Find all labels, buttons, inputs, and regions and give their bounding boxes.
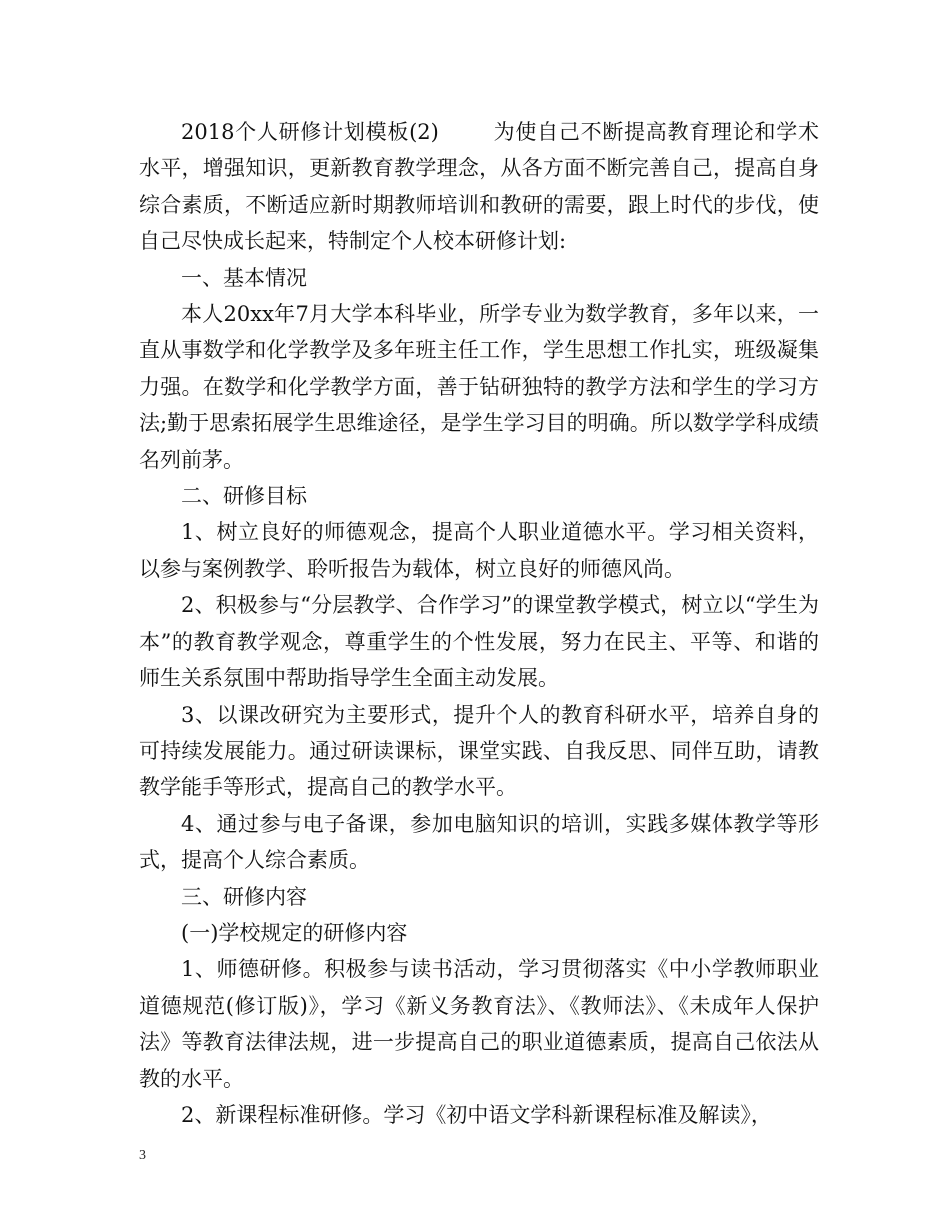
document-body bbox=[139, 114, 819, 1133]
page-number: 3 bbox=[139, 1148, 146, 1163]
paragraph-basic-situation: 本人20xx年7月大学本科毕业，所学专业为数学教育，多年以来，一直从事数学和化学教学及多年班主任工作，学生思想工作扎实，班级凝集力强。在数学和化学教学方面，善于钻研独特的教学方法和学生的学习方法;勤于思索拓展学生思维途径，是学生学习目的明确。所以数学学科成绩名列前茅。 bbox=[139, 302, 819, 472]
goal-item-4: 4、通过参与电子备课，参加电脑知识的培训，实践多媒体教学等形式，提高个人综合素质。 bbox=[139, 811, 819, 873]
document-title: 2018个人研修计划模板(2) bbox=[181, 120, 439, 144]
goal-item-2: 2、积极参与“分层教学、合作学习”的课堂教学模式，树立以“学生为本”的教育教学观念，尊重学生的个性发展，努力在民主、平等、和谐的师生关系氛围中帮助指导学生全面主动发展。 bbox=[139, 593, 819, 691]
content-item-2: 2、新课程标准研修。学习《初中语文学科新课程标准及解读》， bbox=[181, 1102, 772, 1127]
title-intro-paragraph bbox=[139, 114, 819, 260]
section-heading-goals: 二、研修目标 bbox=[181, 484, 307, 509]
content-item-1: 1、师德研修。积极参与读书活动，学习贯彻落实《中小学教师职业道德规范(修订版)》，学习《新义务教育法》、《教师法》、《未成年人保护法》等教育法律法规，进一步提高自己的职业道德素质，提高自己依法从教的水平。 bbox=[139, 957, 819, 1091]
goal-item-1: 1、树立良好的师德观念，提高个人职业道德水平。学习相关资料，以参与案例教学、聆听报告为载体，树立良好的师德风尚。 bbox=[139, 520, 819, 581]
intro-text: 为使自己不断提高教育理论和学术水平，增强知识，更新教育教学理念，从各方面不断完善自己，提高自身综合素质，不断适应新时期教师培训和教研的需要，跟上时代的步伐，使自己尽快成长起来，特制定个人校本研修计划: bbox=[139, 120, 819, 254]
section-heading-basic: 一、基本情况 bbox=[181, 265, 307, 290]
subsection-heading-school: (一)学校规定的研修内容 bbox=[181, 920, 408, 945]
section-heading-content: 三、研修内容 bbox=[181, 884, 307, 909]
goal-item-3: 3、以课改研究为主要形式，提升个人的教育科研水平，培养自身的可持续发展能力。通过研读课标，课堂实践、自我反思、同伴互助，请教教学能手等形式，提高自己的教学水平。 bbox=[139, 702, 819, 800]
